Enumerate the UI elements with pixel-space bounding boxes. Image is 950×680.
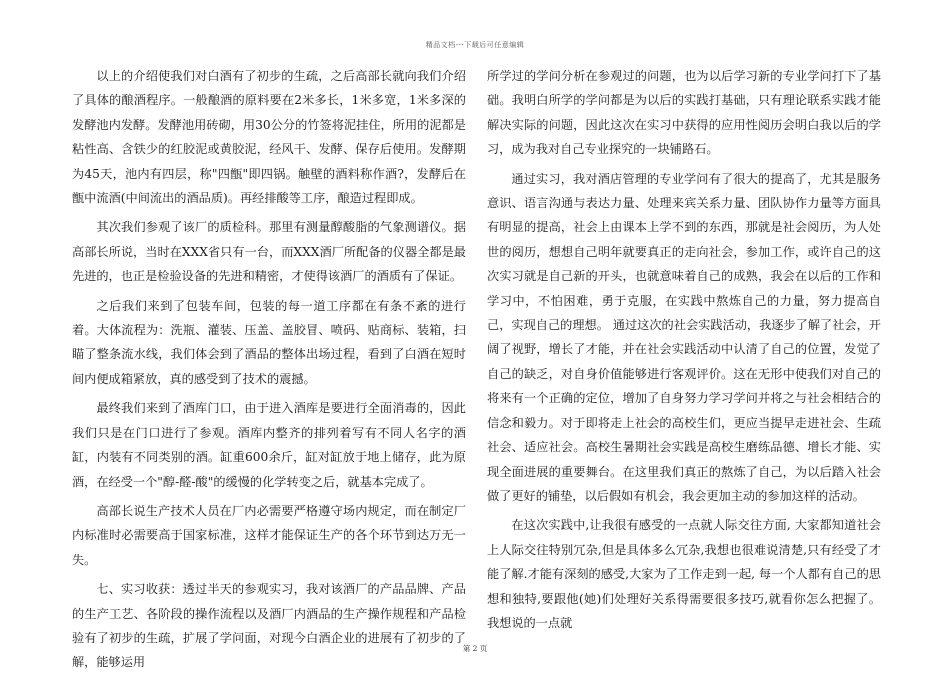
- paragraph: 高部长说生产技术人员在厂内必需要严格遵守场内规定，而在制定厂内标准时必需要高于国家标准，这样才能保证生产的各个环节到达万无一失。: [72, 503, 466, 567]
- paragraph: 以上的介绍使我们对白酒有了初步的生疏，之后高部长就向我们介绍了具体的酿酒程序。一般酿酒的原料要在2米多长，1米多宽，1米多深的发酵池内发酵。发酵池用砖砌，用30公分的竹签将泥挂住，所用的泥都是粘性高、含铁少的红胶泥或黄胶泥，经风干、发酵、保存后使用。发酵期为45天，池内有四层，称"四甑"即四锅。触壁的酒料称作酒?，发酵后在甑中流酒(中间流出的酒品质)。再经排酸等工序，酿造过程即成。: [72, 69, 466, 206]
- paragraph: 之后我们来到了包装车间，包装的每一道工序都在有条不紊的进行着。大体流程为：洗瓶、灌装、压盖、盖胶冒、喷码、贴商标、装箱，扫瞄了整条流水线，我们体会到了酒品的整体出场过程，看到了白酒在短时间内便成箱紧放，真的感受到了技术的震撼。: [72, 298, 466, 386]
- paragraph-continuation: 所学过的学问分析在参观过的问题，也为以后学习新的专业学问打下了基础。我明白所学的学问都是为以后的实践打基础，只有理论联系实践才能解决实际的问题，因此这次在实习中获得的应用性阅历会明白我以后的学习，成为我对自己专业探究的一块铺路石。: [487, 69, 881, 157]
- paragraph: 在这次实践中,让我很有感受的一点就人际交往方面, 大家都知道社会上人际交往特别冗杂,但是具体多么冗杂,我想也很难说清楚,只有经受了才能了解.才能有深刻的感受,大家为了工作走到一起, 每一个人都有自己的思想和独特,要跟他(她)们处理好关系得需要很多技巧,就看你怎么把握了。我想说的一点就: [487, 518, 881, 630]
- page-header: 精品文档---下载后可任意编辑: [425, 41, 525, 49]
- paragraph: 最终我们来到了酒库门口，由于进入酒库是要进行全面消毒的，因此我们只是在门口进行了参观。酒库内整齐的排列着写有不同人名字的酒缸，内装有不同类别的酒。缸重600余斤，缸对缸放于地上储存，此为原酒，在经受一个"醇-醛-酸"的缓慢的化学转变之后，就基本完成了。: [72, 401, 466, 489]
- paragraph: 其次我们参观了该厂的质检科。那里有测量醇酸脂的气象测谱仪。据高部长所说，当时在XXX省只有一台，而XXX酒厂所配备的仪器全都是最先进的，也正是检验设备的先进和精密，才使得该酒厂的酒质有了保证。: [72, 220, 466, 284]
- paragraph: 通过实习，我对酒店管理的专业学问有了很大的提高了，尤其是服务意识、语言沟通与表达力量、处理来宾关系力量、团队协作力量等方面具有明显的提高，社会上由课本上学不到的东西，那就是社会阅历，为人处世的阅历，想想自己明年就要真正的走向社会，参加工作，或许自己的这次实习就是自己新的开头，也就意味着自己的成熟，我会在以后的工作和学习中，不怕困难，勇于克服，在实践中熬炼自己的力量，努力提高自己，实现自己的理想。 通过这次的社会实践活动，我逐步了解了社会，开阔了视野，增长了才能，并在社会实践活动中认清了自己的位置，发觉了自己的缺乏，对自身价值能够进行客观评价。这在无形中使我们对自己的将来有一个正确的定位，增加了自身努力学习学问并将之与社会相结合的信念和毅力。对于即将走上社会的高校生们，更应当提早走进社会、生疏社会、适应社会。高校生暑期社会实践是高校生磨练品德、增长才能、实现全面进展的重要舞台。在这里我们真正的熬炼了自己，为以后踏入社会做了更好的铺垫，以后假如有机会，我会更加主动的参加这样的活动。: [487, 171, 881, 503]
- paragraph: 七、实习收获：透过半天的参观实习，我对该酒厂的产品品牌、产品的生产工艺、各阶段的操作流程以及酒厂内酒品的生产操作规程和产品检验有了初步的生疏，扩展了学问面，对现今白酒企业的进展有了初步的了解，能够运用: [72, 582, 466, 670]
- page-number: 第 2 页: [462, 644, 488, 653]
- left-column: [72, 64, 466, 680]
- right-column: [487, 64, 881, 640]
